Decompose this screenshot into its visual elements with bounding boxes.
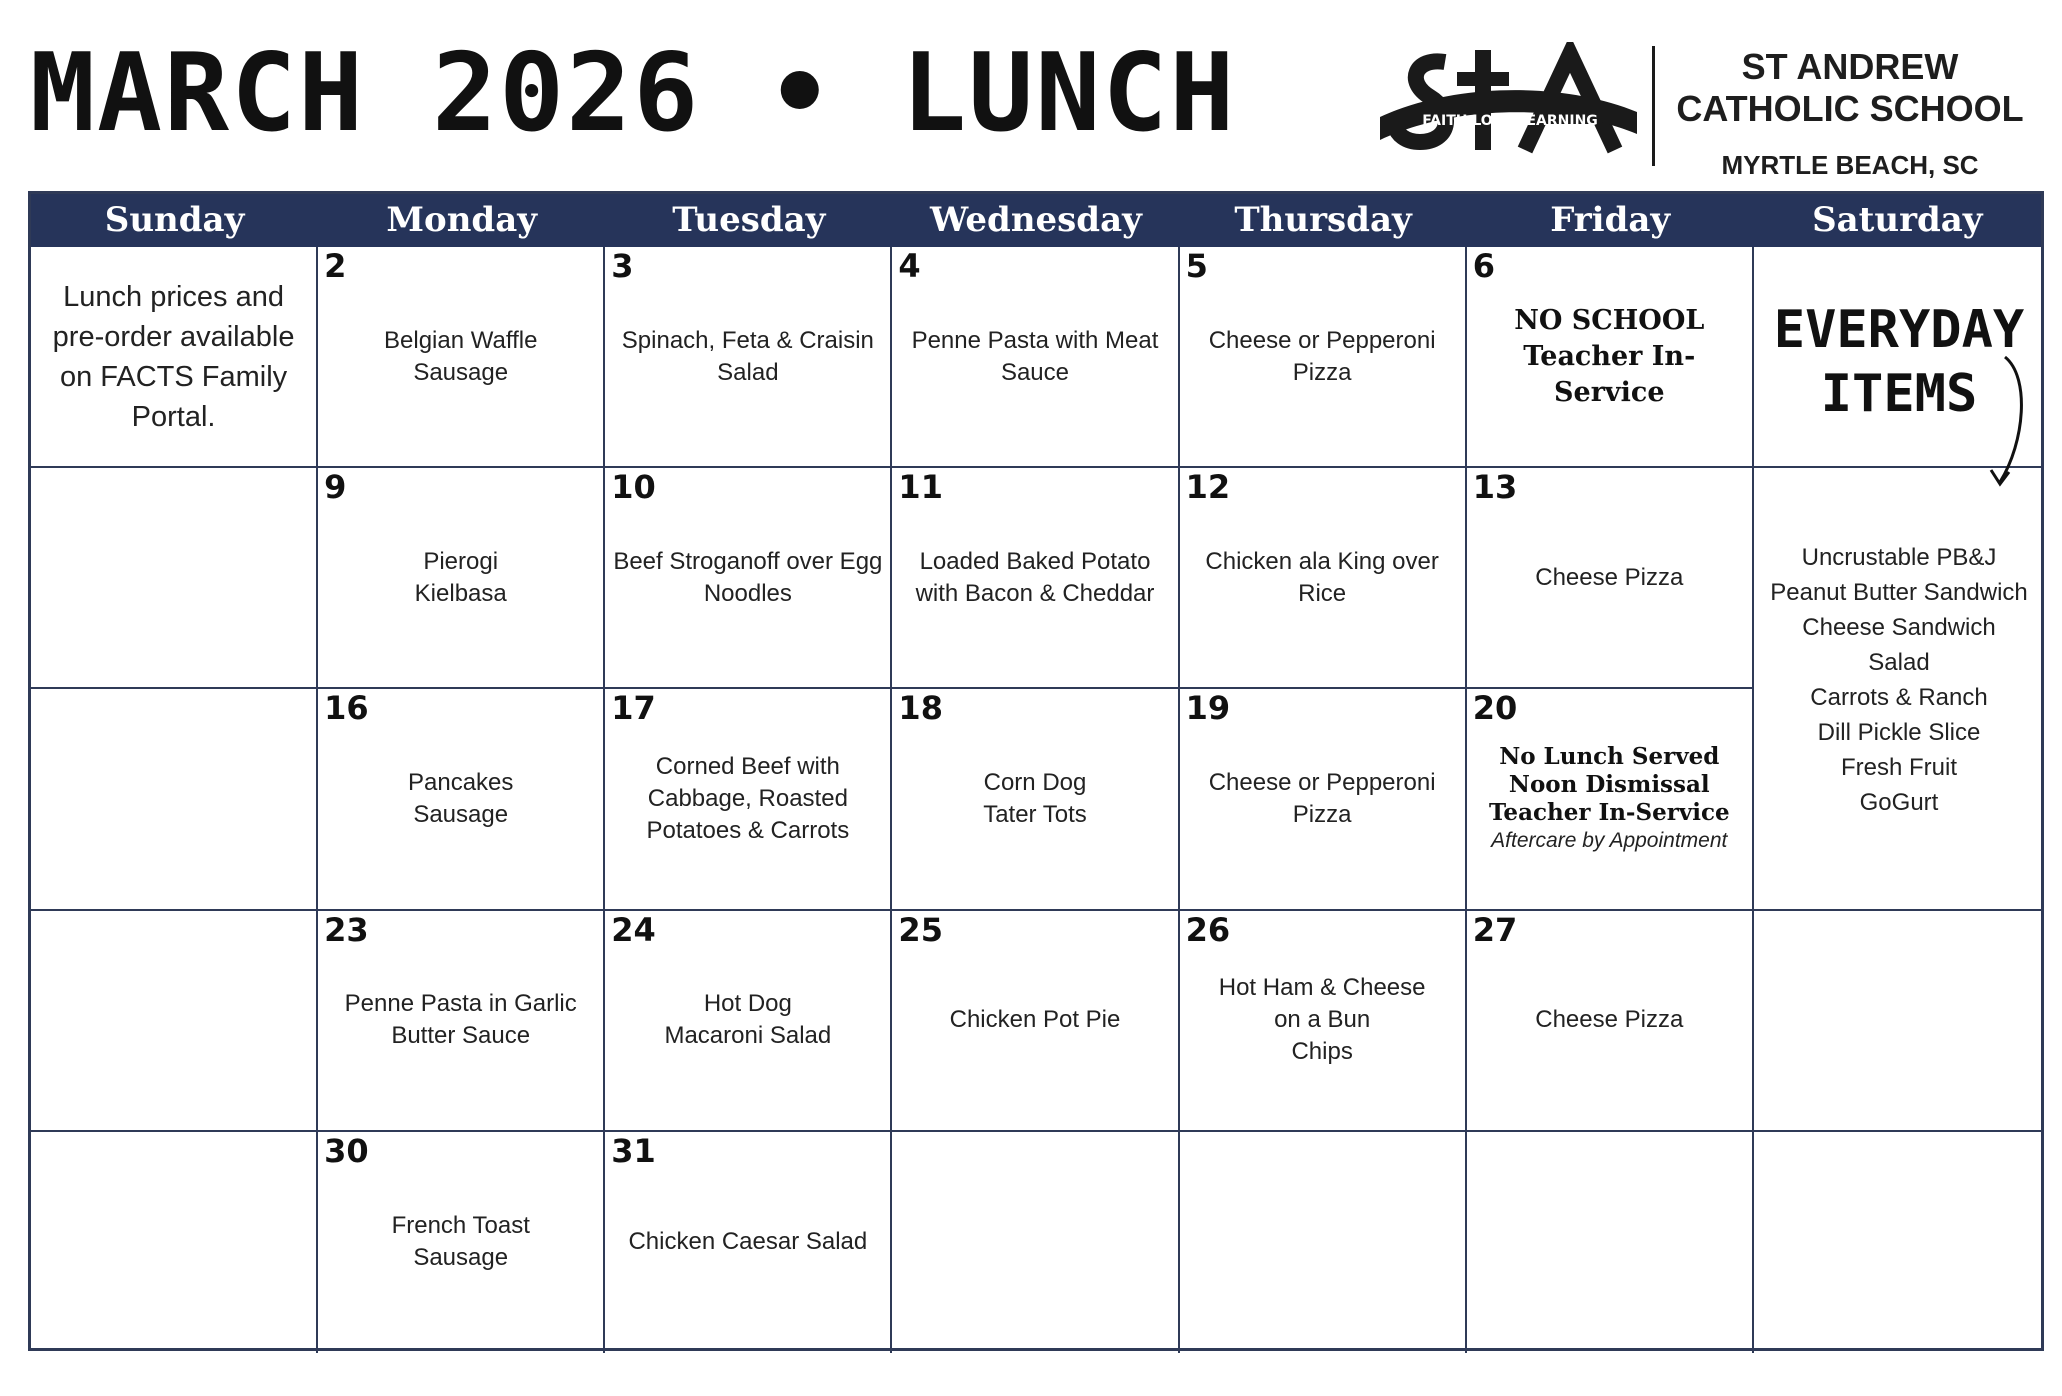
menu-line: NO SCHOOL: [1514, 304, 1705, 336]
menu-line: Corned Beef with: [655, 752, 840, 780]
menu-line: French Toast: [391, 1212, 530, 1240]
day-cell-19: [1180, 689, 1467, 910]
menu-text: [1473, 689, 1746, 908]
menu-text: [898, 689, 1171, 908]
day-cell-4: [892, 247, 1179, 468]
menu-line: Loaded Baked Potato: [919, 547, 1151, 575]
day-cell-11: [892, 468, 1179, 689]
day-number: 9: [324, 468, 347, 507]
menu-line: Teacher In-Service: [1523, 340, 1696, 408]
day-number: 10: [611, 468, 656, 507]
day-cell-2: [318, 247, 605, 468]
calendar-grid: [28, 191, 2044, 1351]
menu-text: [611, 468, 884, 687]
menu-text: [611, 689, 884, 908]
school-logo: [1375, 42, 1645, 172]
menu-line: Kielbasa: [414, 579, 507, 607]
menu-line: Cheese or Pepperoni: [1208, 768, 1436, 796]
menu-line: Pizza: [1292, 358, 1352, 386]
day-cell-25: [892, 911, 1179, 1132]
empty-day-cell: [1754, 1132, 2041, 1353]
menu-text: [1473, 468, 1746, 687]
menu-line: Pierogi: [423, 547, 499, 575]
day-cell-12: [1180, 468, 1467, 689]
day-number: 13: [1472, 468, 1518, 507]
menu-line: Teacher In-Service: [1488, 798, 1730, 826]
school-name-line1: ST ANDREW: [1741, 46, 1959, 87]
day-cell-30: [318, 1132, 605, 1353]
menu-line: Corn Dog: [983, 768, 1087, 796]
weekday-tuesday: Tuesday: [672, 200, 826, 240]
empty-day-cell: [31, 911, 318, 1132]
menu-text: [898, 468, 1171, 687]
day-number: 2: [324, 247, 347, 285]
day-cell-3: [605, 247, 892, 468]
day-number: 20: [1472, 689, 1518, 728]
day-cell-27: [1467, 911, 1754, 1132]
day-number: 11: [898, 468, 943, 507]
weekday-sunday: Sunday: [104, 200, 245, 240]
menu-line: with Bacon & Cheddar: [915, 579, 1155, 607]
day-cell-26: [1180, 911, 1467, 1132]
menu-line: Belgian Waffle: [384, 326, 538, 354]
menu-line: Chips: [1291, 1038, 1353, 1066]
day-cell-5: [1180, 247, 1467, 468]
weekday-friday: Friday: [1550, 200, 1671, 240]
day-cell-31: [605, 1132, 892, 1353]
empty-day-cell: [31, 689, 318, 910]
everyday-item: GoGurt: [1859, 789, 1939, 816]
everyday-items-list: [1754, 540, 2044, 820]
menu-text: [1186, 689, 1459, 908]
menu-line: Aftercare by Appointment: [1491, 828, 1728, 852]
weekday-header: [31, 194, 2041, 247]
day-number: 6: [1472, 247, 1495, 285]
menu-line: Pizza: [1292, 800, 1352, 828]
day-number: 3: [611, 247, 634, 285]
menu-text: [324, 911, 597, 1130]
menu-line: Hot Ham & Cheese: [1218, 974, 1426, 1002]
school-name-line2: CATHOLIC SCHOOL: [1676, 88, 2024, 129]
menu-line: on a Bun: [1274, 1006, 1371, 1034]
empty-day-cell: [1180, 1132, 1467, 1353]
menu-text: [324, 468, 597, 687]
day-number: 24: [611, 910, 656, 949]
day-number: 17: [611, 689, 656, 728]
everyday-item: Salad: [1868, 649, 1930, 676]
weekday-wednesday: Wednesday: [930, 200, 1142, 240]
day-cell-18: [892, 689, 1179, 910]
day-cell-9: [318, 468, 605, 689]
menu-line: Sausage: [413, 800, 509, 828]
weekday-thursday: Thursday: [1234, 200, 1412, 240]
header-divider: [1652, 46, 1655, 166]
day-number: 12: [1185, 468, 1231, 507]
day-number: 4: [898, 247, 921, 285]
empty-day-cell: [1754, 911, 2041, 1132]
day-number: 31: [611, 1131, 656, 1170]
sunday-note-cell: [31, 247, 318, 468]
menu-text: [898, 247, 1171, 466]
menu-line: Pancakes: [408, 768, 514, 796]
menu-text: [611, 247, 884, 466]
menu-text: [1186, 468, 1459, 687]
menu-line: Chicken Caesar Salad: [628, 1228, 868, 1256]
everyday-item: Dill Pickle Slice: [1817, 719, 1981, 746]
everyday-item: Uncrustable PB&J: [1801, 544, 1997, 571]
day-number: 26: [1185, 910, 1231, 949]
menu-line: Butter Sauce: [391, 1022, 531, 1050]
day-cell-6: [1467, 247, 1754, 468]
sunday-note: Lunch prices and pre-order available on FACTS Family Portal.: [52, 280, 295, 433]
menu-line: Noon Dismissal: [1508, 770, 1710, 798]
day-number: 30: [324, 1131, 369, 1170]
menu-line: Penne Pasta with Meat: [911, 326, 1159, 354]
menu-line: No Lunch Served: [1499, 742, 1720, 770]
menu-line: Penne Pasta in Garlic: [344, 990, 577, 1018]
empty-day-cell: [31, 468, 318, 689]
everyday-item: Cheese Sandwich: [1802, 614, 1996, 641]
day-number: 27: [1472, 910, 1518, 949]
menu-text: [1473, 911, 1746, 1130]
menu-text: [324, 1132, 597, 1353]
menu-line: Macaroni Salad: [664, 1022, 832, 1050]
menu-text: [1473, 247, 1746, 466]
day-cell-20: [1467, 689, 1754, 910]
day-number: 23: [324, 910, 369, 949]
day-cell-10: [605, 468, 892, 689]
menu-text: [611, 1132, 884, 1353]
everyday-item: Peanut Butter Sandwich: [1770, 579, 2028, 606]
menu-line: Cheese Pizza: [1535, 1006, 1684, 1034]
menu-line: Sauce: [1000, 358, 1070, 386]
day-cell-13: [1467, 468, 1754, 689]
menu-line: Cheese or Pepperoni: [1208, 326, 1436, 354]
day-number: 25: [898, 910, 943, 949]
empty-day-cell: [1467, 1132, 1754, 1353]
empty-day-cell: [31, 1132, 318, 1353]
day-cell-23: [318, 911, 605, 1132]
day-number: 16: [324, 689, 369, 728]
page-title: MARCH 2026 • LUNCH: [30, 31, 1237, 156]
menu-line: Cheese Pizza: [1535, 563, 1684, 591]
curved-arrow-icon: [1975, 352, 2035, 492]
day-number: 19: [1185, 689, 1231, 728]
menu-line: Salad: [717, 358, 779, 386]
menu-line: Sausage: [413, 358, 509, 386]
school-name-block: [1665, 46, 2035, 182]
day-number: 5: [1185, 247, 1208, 285]
menu-line: Beef Stroganoff over Egg: [613, 547, 883, 575]
day-cell-17: [605, 689, 892, 910]
menu-text: [898, 911, 1171, 1130]
menu-text: [1186, 911, 1459, 1130]
menu-line: Sausage: [413, 1244, 509, 1272]
school-location: MYRTLE BEACH, SC: [1721, 150, 1979, 180]
day-cell-24: [605, 911, 892, 1132]
menu-line: Tater Tots: [983, 800, 1087, 828]
menu-line: Rice: [1298, 579, 1347, 607]
logo-tagline: FAITH LOVE LEARNING: [1422, 113, 1598, 129]
day-number: 18: [898, 689, 943, 728]
menu-text: [611, 911, 884, 1130]
menu-line: Spinach, Feta & Craisin: [621, 326, 874, 354]
menu-line: Cabbage, Roasted: [647, 784, 848, 812]
menu-line: Hot Dog: [703, 990, 792, 1018]
menu-line: Chicken Pot Pie: [949, 1006, 1121, 1034]
everyday-item: Fresh Fruit: [1840, 754, 1957, 781]
menu-text: [324, 247, 597, 466]
menu-line: Noodles: [703, 579, 792, 607]
weekday-monday: Monday: [386, 200, 537, 240]
day-cell-16: [318, 689, 605, 910]
everyday-items-title: EVERYDAY ITEMS: [1773, 300, 2025, 424]
weekday-saturday: Saturday: [1812, 200, 1983, 240]
menu-text: [1186, 247, 1459, 466]
menu-line: Potatoes & Carrots: [646, 816, 850, 844]
menu-text: [324, 689, 597, 908]
menu-line: Chicken ala King over: [1205, 547, 1439, 575]
everyday-item: Carrots & Ranch: [1810, 684, 1988, 711]
empty-day-cell: [892, 1132, 1179, 1353]
